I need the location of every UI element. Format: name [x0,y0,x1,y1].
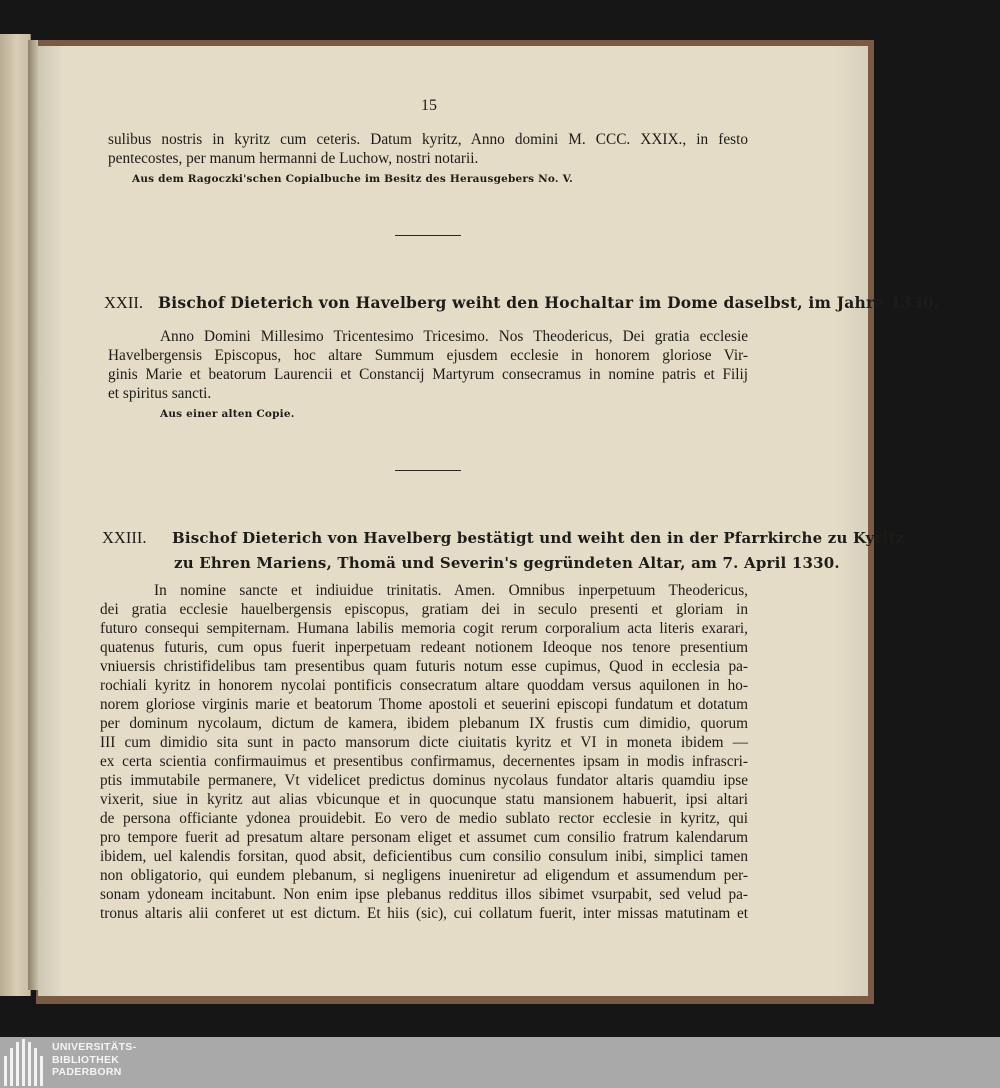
library-logo-text [52,1041,136,1079]
doc23-line: per dominum nycolaum, dictum de kamera, ibidem plebanum IX frustis cum dimidio, quorum [100,715,748,732]
doc23-numeral: XXIII. [102,528,147,547]
doc22-line: ginis Marie et beatorum Laurencii et Constancij Martyrum consecramus in nomine patris et Filij [108,366,748,383]
doc23-line: ibidem, uel kalendis forsitan, quod absit, deficientibus cum consilio consulum inibi, simplici tamen [100,848,748,865]
library-logo-icon [0,1039,48,1086]
doc23-line: ptis immutabile permanere, Vt videlicet predictus dominus nycolaus fundator altaris quamdiu ipse [100,772,748,789]
page-number: 15 [421,97,437,114]
doc23-line: In nomine sancte et indiuidue trinitatis. Amen. Omnibus inperpetuum Theodericus, [154,582,748,599]
doc23-line: non obligatorio, qui eundem plebanum, si negligens inueniretur ad eligendum et assumendum per- [100,867,748,884]
doc23-line: III cum dimidio sita sunt in pacto mansorum dicte ciuitatis kyritz et VI in moneta ibidem — [100,734,748,751]
doc23-line: rochiali kyritz in honorem nycolai pontificis consecratum altare quoddam versus aquilonen in ho- [100,677,748,694]
doc23-line: sonam ydoneam incitabunt. Non enim ipse plebanus redditus illos sibimet vsurpabit, sed velud pa- [100,886,748,903]
doc23-line: ex certa scientia confirmauimus et presentibus confirmamus, decernentes ipsam in modis infrascri- [100,753,748,770]
book-gutter [28,40,38,990]
source-note: Aus dem Ragoczki'schen Copialbuche im Besitz des Herausgebers No. V. [132,173,574,185]
source-note: Aus einer alten Copie. [160,408,295,420]
doc23-line: norem gloriose virginis marie et beatorum Thome apostoli et seuerini episcopi fundatum et dotatum [100,696,748,713]
doc22-numeral: XXII. [104,293,143,312]
doc22-line: et spiritus sancti. [108,385,212,402]
doc23-line: vixerit, siue in kyritz aut alias vbicunque et in quocunque statu mansionem habuerit, ipsi altari [100,791,748,808]
intro-line: pentecostes, per manum hermanni de Luchow, nostri notarii. [108,150,479,167]
section-divider [395,235,461,236]
doc23-line: quatenus futuris, cum opus fuerit inperpetuam redeant notionem Ideoque nos tenore presentium [100,639,748,656]
doc22-line: Havelbergensis Episcopus, hoc altare Summum ejusdem ecclesie in honorem gloriose Vir- [108,347,748,364]
book-page [38,46,940,996]
logo-line: PADERBORN [52,1066,122,1078]
logo-line: BIBLIOTHEK [52,1053,120,1066]
doc23-line: pro tempore fuerit ad presatum altare personam eliget et assumet cum consilio fratrum kalendarum [100,829,748,846]
intro-line: sulibus nostris in kyritz cum ceteris. Datum kyritz, Anno domini M. CCC. XXIX., in festo [108,131,748,148]
doc23-title: Bischof Dieterich von Havelberg bestätigt und weiht den in der Pfarrkirche zu Kyritz [172,529,905,547]
library-footer-bar [0,1037,1000,1088]
doc23-line: de persona officiante ydonea prouidebit. Eo vero de medio sublato rector ecclesie in kyritz, qui [100,810,748,827]
logo-line: UNIVERSITÄTS- [52,1041,137,1053]
doc22-title: Bischof Dieterich von Havelberg weiht den Hochaltar im Dome daselbst, im Jahre 1330. [158,293,940,312]
doc23-line: tronus altaris alii conferet ut est dictum. Et hiis (sic), cui collatum fuerit, inter missas matutinam et [100,905,748,922]
left-page-edge [0,34,31,996]
doc23-title: zu Ehren Mariens, Thomä und Severin's gegründeten Altar, am 7. April 1330. [174,554,840,572]
section-divider [395,470,461,471]
doc23-line: dei gratia ecclesie hauelbergensis episcopus, gratiam dei in seculo presenti et gloriam in [100,601,748,618]
doc22-line: Anno Domini Millesimo Tricentesimo Tricesimo. Nos Theodericus, Dei gratia ecclesie [160,328,748,345]
doc23-line: vniuersis christifidelibus tam presentibus quam futuris notum esse cupimus, Quod in ecclesia pa- [100,658,748,675]
doc23-line: futuro consequi sempiternam. Humana labilis memoria cogit rerum corporalium acta literis exarari, [100,620,748,637]
